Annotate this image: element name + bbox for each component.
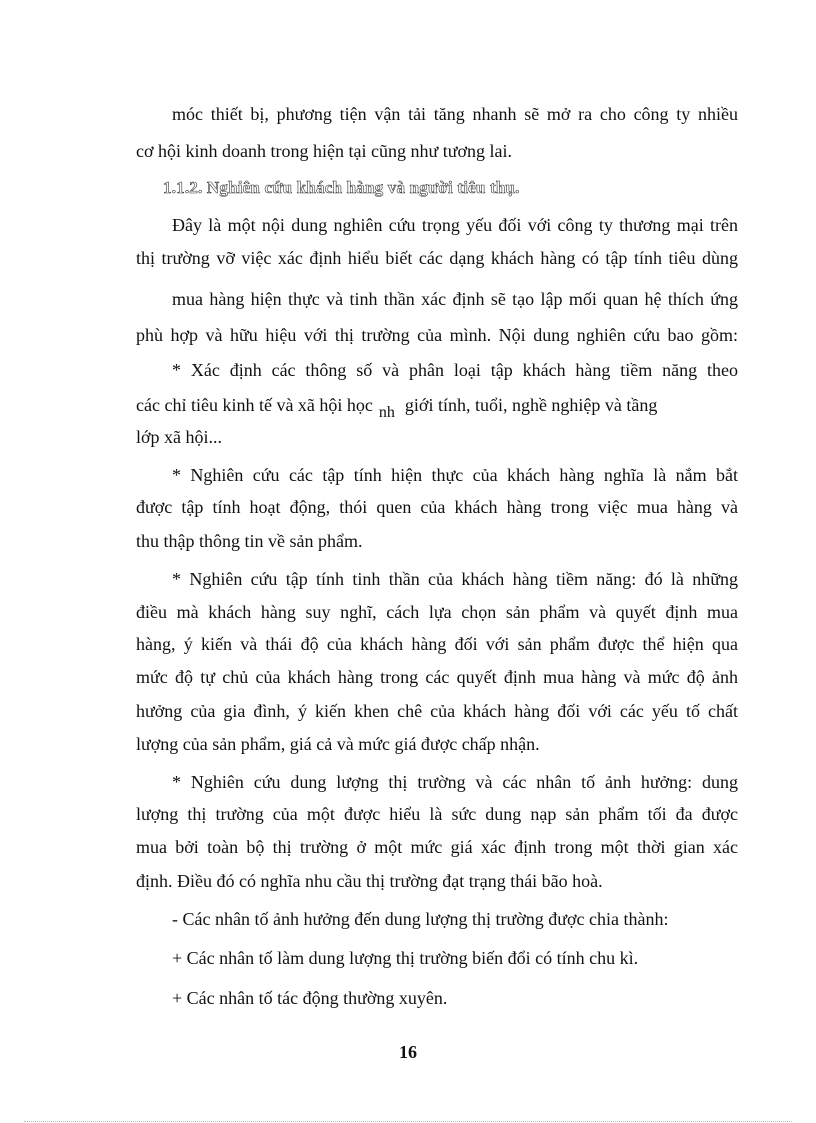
paragraph-line: * Nghiên cứu dung lượng thị trường và các nhân tố ảnh hưởng: dung xyxy=(172,772,738,792)
paragraph-line: phù hợp và hữu hiệu với thị trường của mình. Nội dung nghiên cứu bao gồm: xyxy=(136,325,738,345)
paragraph-line: * Nghiên cứu tập tính tinh thần của khách hàng tiềm năng: đó là những xyxy=(172,569,738,589)
section-heading: 1.1.2. Nghiên cứu khách hàng và người tiêu thụ. xyxy=(163,178,520,197)
paragraph-line: Đây là một nội dung nghiên cứu trọng yếu đối với công ty thương mại trên xyxy=(172,215,738,235)
paragraph-line: hưởng của gia đình, ý kiến khen chê của khách hàng đối với các yếu tố chất xyxy=(136,701,738,721)
paragraph-line: lượng của sản phẩm, giá cả và mức giá được chấp nhận. xyxy=(136,734,540,754)
paragraph-line: móc thiết bị, phương tiện vận tải tăng nhanh sẽ mở ra cho công ty nhiều xyxy=(172,104,738,124)
page-bottom-divider xyxy=(24,1121,792,1122)
list-line: + Các nhân tố làm dung lượng thị trường biến đổi có tính chu kì. xyxy=(172,948,639,968)
paragraph-line: lượng thị trường của một được hiểu là sức dung nạp sản phẩm tối đa được xyxy=(136,804,738,824)
paragraph-line: mua bởi toàn bộ thị trường ở một mức giá xác định trong một thời gian xác xyxy=(136,837,738,857)
paragraph-line: cơ hội kinh doanh trong hiện tại cũng như tương lai. xyxy=(136,141,512,161)
paragraph-line: thị trường vỡ việc xác định hiểu biết các dạng khách hàng có tập tính tiêu dùng xyxy=(136,248,738,268)
stray-text: nh xyxy=(378,404,395,421)
list-line: - Các nhân tố ảnh hưởng đến dung lượng thị trường được chia thành: xyxy=(172,909,669,929)
paragraph-line: điều mà khách hàng suy nghĩ, cách lựa chọn sản phẩm và quyết định mua xyxy=(136,602,738,622)
paragraph-line xyxy=(136,394,738,421)
paragraph-text: giới tính, tuổi, nghề nghiệp và tầng xyxy=(404,395,658,415)
page-number: 16 xyxy=(399,1042,417,1062)
paragraph-line: được tập tính hoạt động, thói quen của khách hàng trong việc mua hàng và xyxy=(136,497,738,517)
paragraph-line: lớp xã hội... xyxy=(136,427,223,447)
paragraph-line: hàng, ý kiến và thái độ của khách hàng đối với sản phẩm được thể hiện qua xyxy=(136,634,738,654)
paragraph-line: định. Điều đó có nghĩa nhu cầu thị trường đạt trạng thái bão hoà. xyxy=(136,871,603,891)
paragraph-line: mức độ tự chủ của khách hàng trong các quyết định mua hàng và mức độ ảnh xyxy=(136,667,738,687)
paragraph-line: * Xác định các thông số và phân loại tập khách hàng tiềm năng theo xyxy=(172,360,738,380)
list-line: + Các nhân tố tác động thường xuyên. xyxy=(172,988,448,1008)
paragraph-line: mua hàng hiện thực và tinh thần xác định sẽ tạo lập mối quan hệ thích ứng xyxy=(172,289,738,309)
paragraph-line: thu thập thông tin về sản phẩm. xyxy=(136,531,363,551)
paragraph-line: * Nghiên cứu các tập tính hiện thực của khách hàng nghĩa là nắm bắt xyxy=(172,465,738,485)
paragraph-text: các chỉ tiêu kinh tế và xã hội học xyxy=(136,395,373,415)
